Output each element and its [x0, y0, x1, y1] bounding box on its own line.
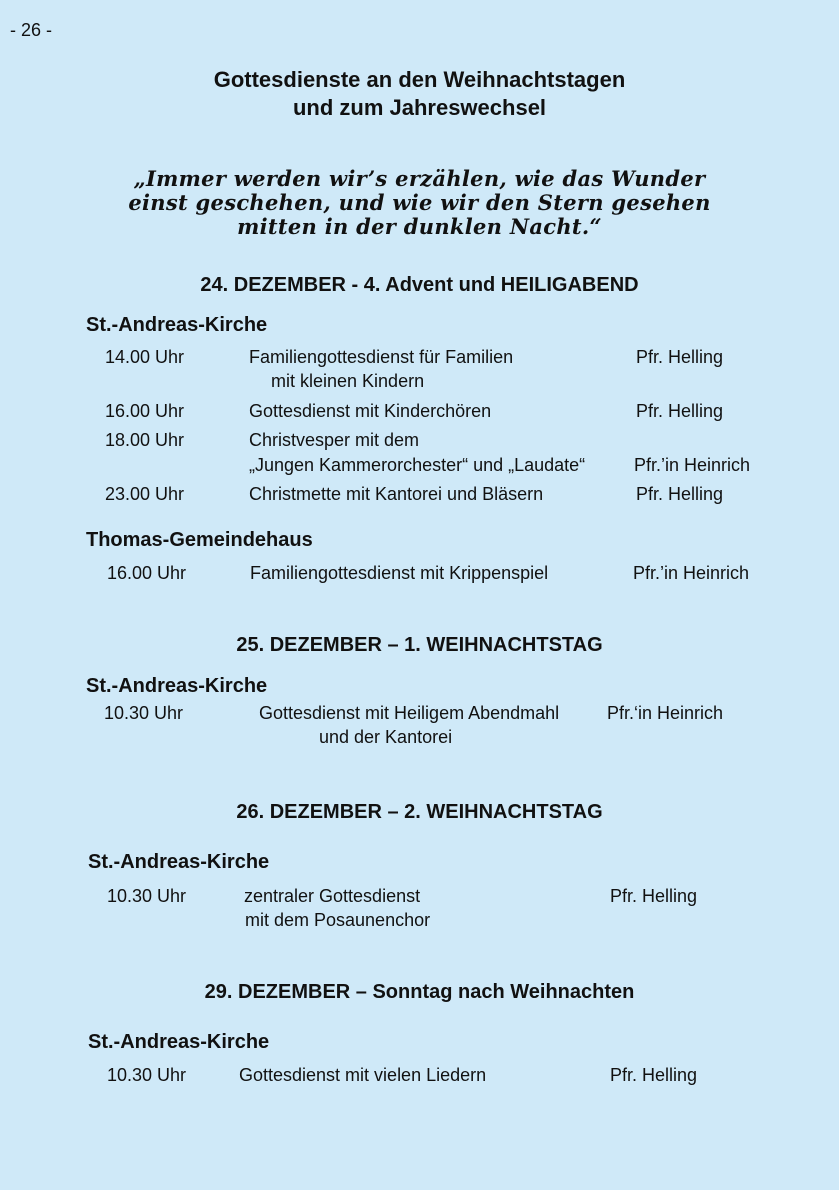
page-title-line-1: Gottesdienste an den Weihnachtstagen — [213, 67, 626, 92]
quote-line-2: einst geschehen, und wie wir den Stern gesehen — [128, 190, 711, 215]
event-time: 16.00 Uhr — [107, 563, 187, 583]
event-description: Gottesdienst mit vielen Liedern — [239, 1065, 487, 1085]
section-heading: 24. DEZEMBER - 4. Advent und HEILIGABEND — [200, 274, 639, 296]
page-number: - 26 - — [10, 20, 53, 40]
venue-name: St.-Andreas-Kirche — [88, 1031, 270, 1053]
event-pastor: Pfr. Helling — [610, 886, 698, 906]
section-heading: 29. DEZEMBER – Sonntag nach Weihnachten — [204, 981, 635, 1003]
event-pastor: Pfr. Helling — [636, 401, 724, 421]
event-pastor: Pfr.’in Heinrich — [633, 563, 750, 583]
event-pastor: Pfr. Helling — [610, 1065, 698, 1085]
event-description: Christvesper mit dem — [249, 430, 420, 450]
event-description: zentraler Gottesdienst — [244, 886, 421, 906]
venue-name: St.-Andreas-Kirche — [86, 675, 268, 697]
event-time: 16.00 Uhr — [105, 401, 185, 421]
section-heading: 26. DEZEMBER – 2. WEIHNACHTSTAG — [236, 801, 603, 823]
event-description: Familiengottesdienst mit Krippenspiel — [250, 563, 549, 583]
section-heading: 25. DEZEMBER – 1. WEIHNACHTSTAG — [236, 634, 603, 656]
venue-name: St.-Andreas-Kirche — [86, 314, 268, 336]
page-title-line-2: und zum Jahreswechsel — [292, 95, 547, 120]
event-time: 14.00 Uhr — [105, 347, 185, 367]
event-time: 10.30 Uhr — [107, 886, 187, 906]
event-description-continued: mit dem Posaunenchor — [245, 910, 431, 930]
event-description: Familiengottesdienst für Familien — [249, 347, 514, 367]
event-description-continued: „Jungen Kammerorchester“ und „Laudate“ — [249, 455, 586, 475]
event-description: Gottesdienst mit Heiligem Abendmahl — [259, 703, 560, 723]
event-time: 10.30 Uhr — [104, 703, 184, 723]
event-description: Christmette mit Kantorei und Bläsern — [249, 484, 544, 504]
event-time: 10.30 Uhr — [107, 1065, 187, 1085]
event-description-continued: mit kleinen Kindern — [271, 371, 425, 391]
event-pastor: Pfr.’in Heinrich — [634, 455, 751, 475]
quote-line-1: „Immer werden wir’s erzählen, wie das Wunder — [133, 166, 706, 191]
event-description: Gottesdienst mit Kinderchören — [249, 401, 492, 421]
event-pastor: Pfr. Helling — [636, 347, 724, 367]
event-description-continued: und der Kantorei — [319, 727, 453, 747]
event-time: 18.00 Uhr — [105, 430, 185, 450]
event-pastor: Pfr.‘in Heinrich — [607, 703, 724, 723]
event-time: 23.00 Uhr — [105, 484, 185, 504]
venue-name: Thomas-Gemeindehaus — [86, 529, 313, 551]
event-pastor: Pfr. Helling — [636, 484, 724, 504]
quote-line-3: mitten in der dunklen Nacht.“ — [237, 214, 602, 239]
venue-name: St.-Andreas-Kirche — [88, 851, 270, 873]
